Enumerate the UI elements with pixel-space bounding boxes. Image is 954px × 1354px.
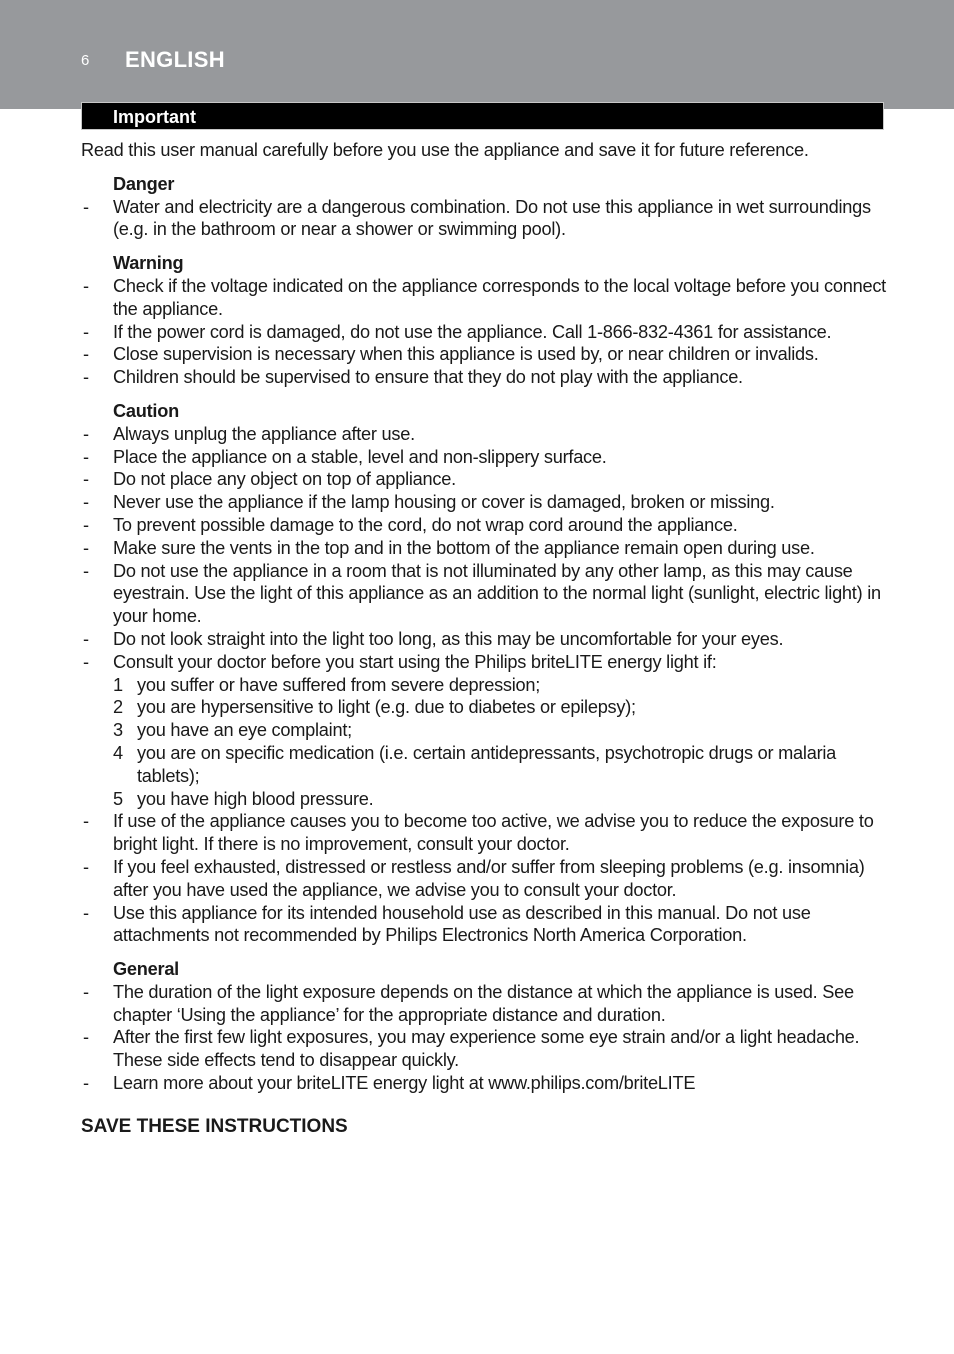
list-item: - Do not place any object on top of appliance.	[83, 469, 456, 490]
list-item: - Learn more about your briteLITE energy light at www.philips.com/briteLITE	[83, 1073, 696, 1094]
bullet-dash: -	[83, 856, 89, 877]
list-item: - Place the appliance on a stable, level and non-slippery surface.	[83, 446, 607, 467]
list-item: - The duration of the light exposure depends on the distance at which the appliance is used. See chapter ‘Using the appliance’ for the appropriate distance and duration.	[83, 981, 854, 1025]
numbered-item: 3 you have an eye complaint;	[113, 720, 352, 741]
list-item: - Use this appliance for its intended household use as described in this manual. Do not use attachments not recommended by Philips Electronics North America Corporation.	[83, 902, 811, 946]
bullet-dash: -	[83, 423, 89, 444]
list-item: - After the first few light exposures, you may experience some eye strain and/or a light headache. These side effects tend to disappear quickly.	[83, 1027, 860, 1071]
page-number: 6	[81, 52, 90, 69]
bullet-dash: -	[83, 811, 89, 832]
bullet-dash: -	[83, 275, 89, 296]
intro-paragraph: Read this user manual carefully before you use the appliance and save it for future reference.	[81, 140, 809, 160]
section-title: Important	[113, 107, 196, 127]
warning-heading: Warning	[113, 253, 184, 274]
item-number: 1	[113, 674, 123, 695]
bullet-dash: -	[83, 981, 89, 1002]
bullet-dash: -	[83, 367, 89, 388]
section-heading-bar	[81, 102, 884, 130]
page-header	[0, 0, 954, 109]
danger-heading: Danger	[113, 173, 175, 194]
numbered-item: 4 you are on specific medication (i.e. certain antidepressants, psychotropic drugs or malaria tablets);	[113, 742, 837, 786]
bullet-dash: -	[83, 344, 89, 365]
list-item: - Check if the voltage indicated on the appliance corresponds to the local voltage before you connect the appliance.	[83, 275, 886, 319]
document-body	[81, 139, 887, 1139]
bullet-dash: -	[83, 469, 89, 490]
bullet-dash: -	[83, 514, 89, 535]
general-heading: General	[113, 959, 179, 980]
bullet-dash: -	[83, 902, 89, 923]
list-item: - Never use the appliance if the lamp housing or cover is damaged, broken or missing.	[83, 492, 775, 513]
bullet-dash: -	[83, 321, 89, 342]
list-item: - Do not look straight into the light too long, as this may be uncomfortable for your eyes.	[83, 628, 784, 649]
language-title: ENGLISH	[125, 47, 225, 72]
bullet-dash: -	[83, 196, 89, 217]
list-item: - Make sure the vents in the top and in the bottom of the appliance remain open during use.	[83, 537, 815, 558]
list-item: - To prevent possible damage to the cord, do not wrap cord around the appliance.	[83, 514, 738, 535]
item-number: 5	[113, 788, 123, 809]
bullet-dash: -	[83, 1027, 89, 1048]
list-item: - Water and electricity are a dangerous combination. Do not use this appliance in wet surroundings (e.g. in the bathroom or near a shower or swimming pool).	[83, 196, 871, 240]
numbered-item: 1 you suffer or have suffered from severe depression;	[113, 674, 541, 695]
list-item: - Children should be supervised to ensure that they do not play with the appliance.	[83, 367, 743, 388]
list-item: - Always unplug the appliance after use.	[83, 423, 415, 444]
bullet-dash: -	[83, 651, 89, 672]
bullet-dash: -	[83, 560, 89, 581]
save-instructions-note: SAVE THESE INSTRUCTIONS	[81, 1115, 348, 1137]
caution-heading: Caution	[113, 400, 179, 421]
list-item: - If use of the appliance causes you to become too active, we advise you to reduce the exposure to bright light. If there is no improvement, consult your doctor.	[83, 811, 874, 855]
bullet-dash: -	[83, 446, 89, 467]
list-item: - Consult your doctor before you start using the Philips briteLITE energy light if:	[83, 651, 717, 672]
bullet-dash: -	[83, 628, 89, 649]
list-item: - If the power cord is damaged, do not use the appliance. Call 1-866-832-4361 for assistance.	[83, 321, 832, 342]
bullet-dash: -	[83, 1073, 89, 1094]
bullet-dash: -	[83, 492, 89, 513]
numbered-item: 5 you have high blood pressure.	[113, 788, 374, 809]
item-number: 3	[113, 720, 123, 741]
bullet-dash: -	[83, 537, 89, 558]
list-item: - Close supervision is necessary when this appliance is used by, or near children or invalids.	[83, 344, 819, 365]
list-item: - Do not use the appliance in a room that is not illuminated by any other lamp, as this may cause eyestrain. Use the light of this appliance as an addition to the normal light (sunlight, electric light) in your home.	[83, 560, 881, 627]
numbered-item: 2 you are hypersensitive to light (e.g. due to diabetes or epilepsy);	[113, 697, 636, 718]
list-item: - If you feel exhausted, distressed or restless and/or suffer from sleeping problems (e.g. insomnia) after you have used the appliance, we advise you to consult your doctor.	[83, 856, 865, 900]
item-number: 2	[113, 697, 123, 718]
item-number: 4	[113, 742, 123, 763]
